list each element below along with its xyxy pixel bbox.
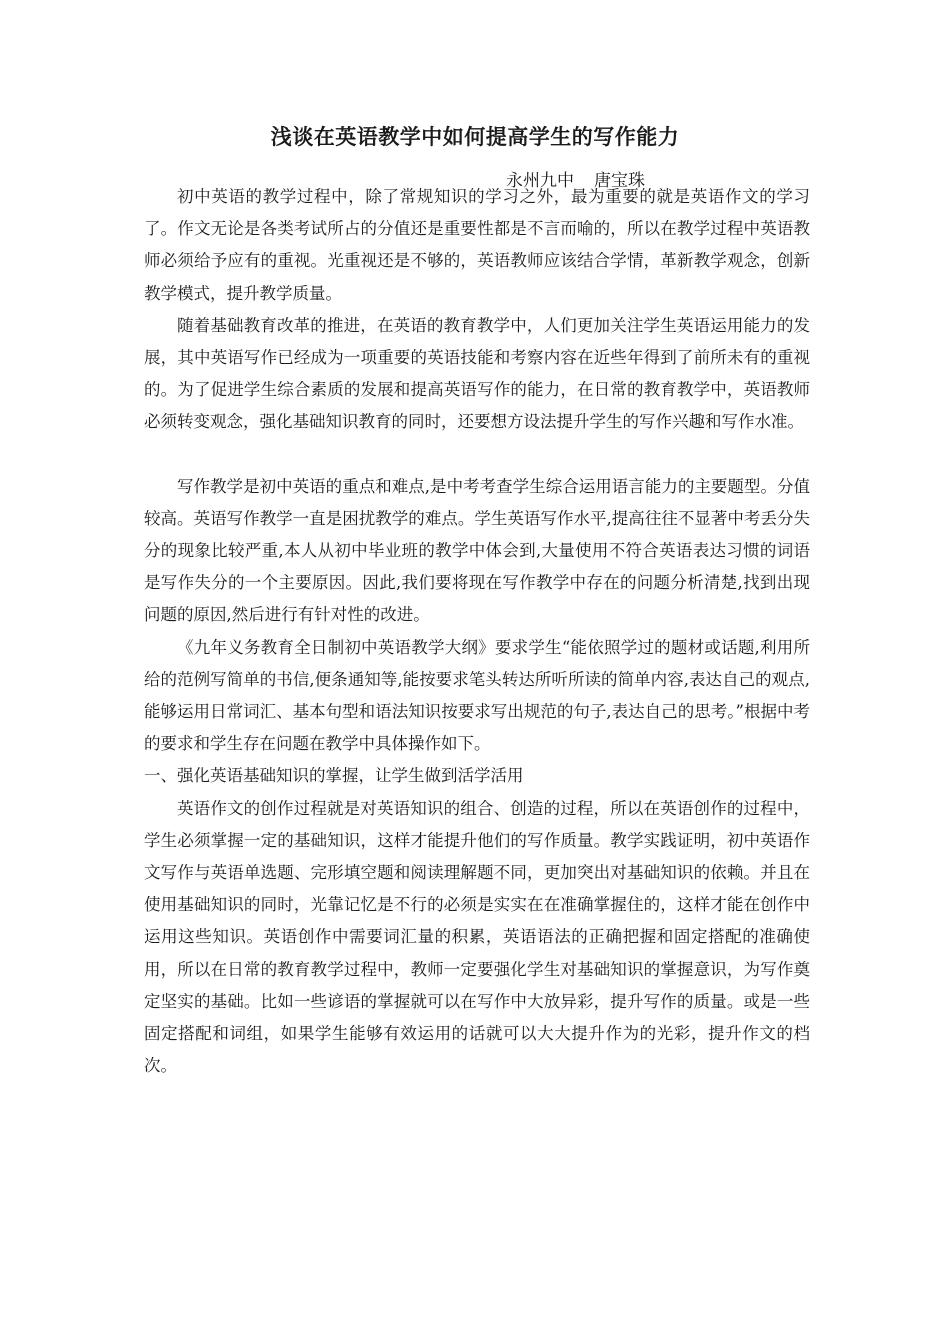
author-name: 唐宝珠 <box>594 171 645 191</box>
section-heading: 一、强化英语基础知识的掌握，让学生做到活学活用 <box>144 766 524 786</box>
paragraph: 写作教学是初中英语的重点和难点,是中考考查学生综合运用语言能力的主要题型。分值较高。英语写作教学一直是困扰教学的难点。学生英语写作水平,提高往往不显著中考丢分失分的现象比较严重,本人从初中毕业班的教学中体会到,大量使用不符合英语表达习惯的词语是写作失分的一个主要原因。因此,我们要将现在写作教学中存在的问题分析清楚,找到出现问题的原因,然后进行有针对性的改进。 <box>144 476 810 625</box>
author-school: 永州九中 <box>506 171 574 191</box>
paragraph: 《九年义务教育全日制初中英语教学大纲》要求学生“能依照学过的题材或话题,利用所给的范例写简单的书信,便条通知等,能按要求笔头转达所听所读的简单内容,表达自己的观点,能够运用日常词汇、基本句型和语法知识按要求写出规范的句子,表达自己的思考。”根据中考的要求和学生存在问题在教学中具体操作如下。 <box>144 637 810 754</box>
paragraph: 英语作文的创作过程就是对英语知识的组合、创造的过程，所以在英语创作的过程中，学生必须掌握一定的基础知识，这样才能提升他们的写作质量。教学实践证明，初中英语作文写作与英语单选题、完形填空题和阅读理解题不同，更加突出对基础知识的依赖。并且在使用基础知识的同时，光靠记忆是不行的必须是实实在在准确掌握住的，这样才能在创作中运用这些知识。英语创作中需要词汇量的积累，英语语法的正确把握和固定搭配的准确使用，所以在日常的教育教学过程中，教师一定要强化学生对基础知识的掌握意识，为写作奠定坚实的基础。比如一些谚语的掌握就可以在写作中大放异彩，提升写作的质量。或是一些固定搭配和词组，如果学生能够有效运用的话就可以大大提升作为的光彩，提升作文的档次。 <box>144 798 810 1076</box>
paragraph: 随着基础教育改革的推进，在英语的教育教学中，人们更加关注学生英语运用能力的发展，其中英语写作已经成为一项重要的英语技能和考察内容在近些年得到了前所未有的重视的。为了促进学生综合素质的发展和提高英语写作的能力，在日常的教育教学中，英语教师必须转变观念，强化基础知识教育的同时，还要想方设法提升学生的写作兴趣和写作水准。 <box>144 315 810 432</box>
paragraph: 初中英语的教学过程中，除了常规知识的学习之外，最为重要的就是英语作文的学习了。作文无论是各类考试所占的分值还是重要性都是不言而喻的，所以在教学过程中英语教师必须给予应有的重视。光重视还是不够的，英语教师应该结合学情，革新教学观念，创新教学模式，提升教学质量。 <box>144 187 810 303</box>
article-body <box>144 181 810 1082</box>
page-title: 浅谈在英语教学中如何提高学生的写作能力 <box>270 124 680 149</box>
